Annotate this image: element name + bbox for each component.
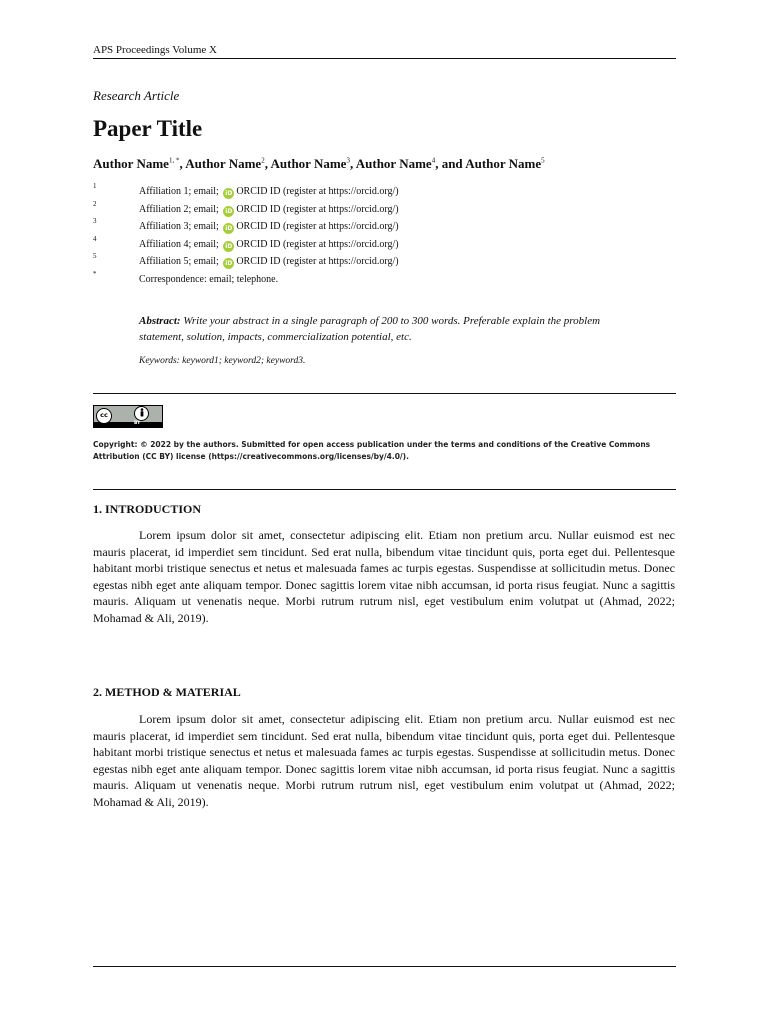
affiliation-item [93,199,653,220]
orcid-text: ORCID ID (register at https://orcid.org/) [236,186,399,197]
author-separator: , [264,156,271,171]
attribution-person-icon [134,406,149,421]
affiliation-item [93,219,653,237]
copyright-notice: Copyright: © 2022 by the authors. Submitted for open access publication under the terms and conditions of the Creative Commons Attribution (CC BY) license (https://creativecommons.org/licenses/by/4.0/). [93,440,651,461]
affiliation-number: 3 [93,217,97,225]
affiliation-text: Affiliation 4; email; [139,238,219,250]
author-separator: , and [435,156,466,171]
introduction-paragraph: Lorem ipsum dolor sit amet, consectetur adipiscing elit. Etiam non pretium arcu. Nullar euismod est nec mauris placerat, id imperdiet sem tincidunt. Sed erat nulla, bibendum vitae tincidunt quis, porta eget dui. Pellentesque habitant morbi tristique senectus et netus et malesuada fames ac turpis egestas. Suspendisse at sollicitudin metus. Donec egestas nibh eget ante aliquam tempor. Donec sagittis lorem vitae nibh accumsan, id porta risus feugiat. Nunc a sagittis mauris. Aliquam ut venenatis neque. Morbi rutrum rutrum nisl, eget vestibulum enim volutpat ut (Ahmad, 2022; Mohamad & Ali, 2019). [93,528,675,625]
header-rule [93,58,676,59]
affiliation-number: 5 [93,252,97,260]
affiliation-number: 2 [93,199,97,208]
keywords: Keywords: keyword1; keyword2; keyword3. [139,356,306,366]
affiliation-number: 4 [93,234,97,243]
orcid-text: ORCID ID (register at https://orcid.org/) [236,256,399,267]
author-list [93,156,545,172]
correspondence-text: Correspondence: email; telephone. [139,273,279,285]
orcid-icon[interactable]: iD [225,190,233,197]
affiliation-item [93,254,653,272]
section-heading-method: 2. METHOD & MATERIAL [93,685,241,699]
abstract-label: Abstract: [139,315,181,327]
cc-by-license-badge[interactable] [93,405,163,428]
affiliation-list [93,184,653,289]
orcid-text: ORCID ID (register at https://orcid.org/) [236,221,399,232]
affiliation-number: 1 [93,182,97,190]
affiliation-item [93,184,653,202]
author-separator: , [179,156,186,171]
author-name: Author Name [355,156,432,171]
orcid-icon[interactable]: iD [225,225,233,232]
abstract [139,313,639,345]
orcid-icon[interactable]: iD [225,207,233,215]
footer-rule [93,966,676,967]
affiliation-text: Affiliation 2; email; [139,203,219,215]
author-affiliation-mark: 4 [431,156,436,165]
section-rule [93,489,676,490]
orcid-icon[interactable]: iD [225,260,233,267]
abstract-rule [93,393,676,394]
orcid-text: ORCID ID (register at https://orcid.org/) [236,203,399,215]
paper-title: Paper Title [93,116,203,141]
author-affiliation-mark: 1, * [168,156,180,165]
author-affiliation-mark: 5 [541,156,545,165]
article-type: Research Article [93,88,180,103]
correspondence-item [93,269,653,290]
author-name: Author Name [465,156,542,171]
by-label: BY [134,421,141,426]
method-paragraph: Lorem ipsum dolor sit amet, consectetur adipiscing elit. Etiam non pretium arcu. Nullar euismod est nec mauris placerat, id imperdiet sem tincidunt. Sed erat nulla, bibendum vitae tincidunt quis, porta eget dui. Pellentesque habitant morbi tristique senectus et netus et malesuada fames ac turpis egestas. Suspendisse at sollicitudin metus. Donec egestas nibh eget ante aliquam tempor. Donec sagittis lorem vitae nibh accumsan, id porta risus feugiat. Nunc a sagittis mauris. Aliquam ut venenatis neque. Morbi rutrum rutrum nisl, eget vestibulum enim volutpat ut (Ahmad, 2022; Mohamad & Ali, 2019). [93,712,675,809]
affiliation-item [93,234,653,255]
affiliation-text: Affiliation 1; email; [139,186,219,197]
section-heading-introduction: 1. INTRODUCTION [93,502,202,516]
author-affiliation-mark: 3 [346,156,350,165]
author-name: Author Name [93,156,169,171]
author-name: Author Name [185,156,262,171]
affiliation-text: Affiliation 5; email; [139,256,219,267]
author-affiliation-mark: 2 [261,156,265,165]
running-head: APS Proceedings Volume X [93,44,217,56]
orcid-icon[interactable]: iD [225,242,233,250]
correspondence-mark: * [93,269,97,278]
abstract-text: Write your abstract in a single paragraph of 200 to 300 words. Preferable explain the problem statement, solution, impacts, commercialization potential, etc. [139,315,601,343]
orcid-text: ORCID ID (register at https://orcid.org/) [236,238,399,250]
author-name: Author Name [270,156,347,171]
cc-icon: cc [96,408,112,424]
author-separator: , [349,156,356,171]
affiliation-text: Affiliation 3; email; [139,221,219,232]
